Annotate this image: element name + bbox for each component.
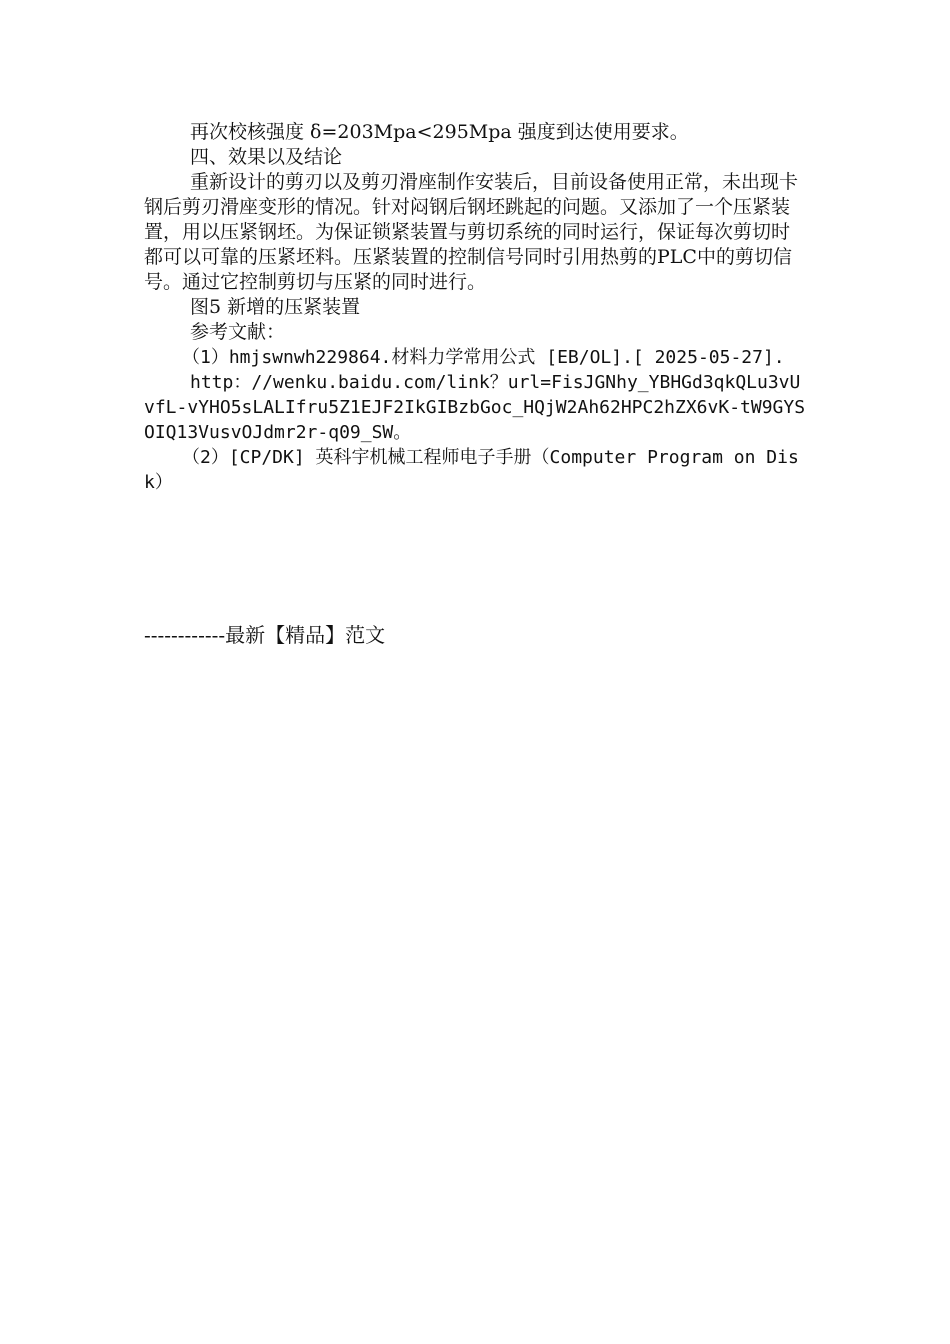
figure-caption: 图5 新增的压紧装置 [190, 296, 361, 318]
conclusion-paragraph: 重新设计的剪刃以及剪刃滑座制作安装后，目前设备使用正常，未出现卡钢后剪刃滑座变形的情况。针对闷钢后钢坯跳起的问题。又添加了一个压紧装置，用以压紧钢坯。为保证锁紧装置与剪切系统的同时运行，保证每次剪切时都可以可靠的压紧坯料。压紧装置的控制信号同时引用热剪的PLC中的剪切信号。通过它控制剪切与压紧的同时进行。 [144, 171, 799, 293]
references-heading: 参考文献： [190, 321, 286, 343]
section-heading: 四、效果以及结论 [190, 146, 343, 168]
strength-check-paragraph: 再次校核强度 δ=203Mpa<295Mpa 强度到达使用要求。 [190, 121, 689, 143]
reference-url[interactable]: http：//wenku.baidu.com/link？url=FisJGNhy_YBHGd3qkQLu3vUvfL-vYHO5sLALIfru5Z1EJF2IkGIBzbGoc_HQjW2Ah62HPC2hZX6vK-tW9GYSOIQ13VusvOJdmr2r-q09_SW。 [144, 372, 806, 443]
reference-item-2: （2）[CP/DK] 英科宇机械工程师电子手册（Computer Program on Disk） [144, 447, 799, 493]
reference-item-1: （1）hmjswnwh229864.材料力学常用公式 [EB/OL].[ 2025-05-27]. [182, 347, 785, 368]
footer-banner: ------------最新【精品】范文 [144, 623, 386, 647]
document-body [144, 120, 806, 495]
